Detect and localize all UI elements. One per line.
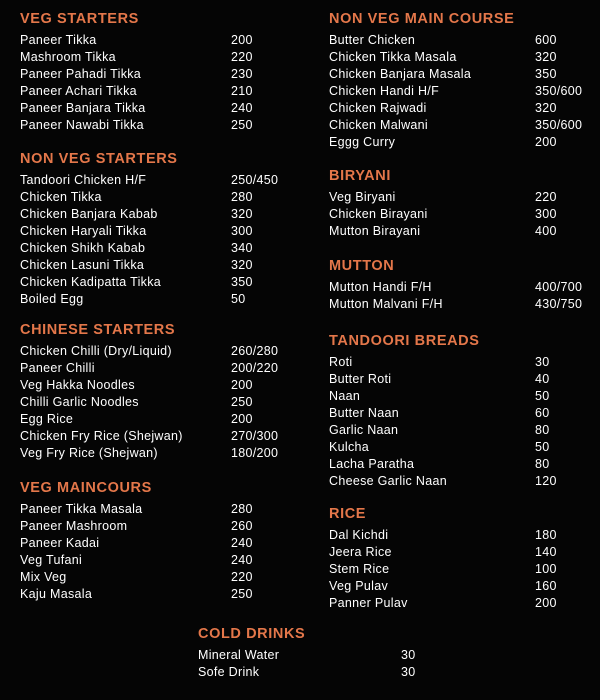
item-price: 260/280 (231, 344, 279, 358)
item-price: 200 (231, 412, 253, 426)
item-price: 340 (231, 241, 253, 255)
item-price: 400 (535, 224, 557, 238)
menu-item (20, 552, 253, 569)
menu-item (329, 117, 583, 134)
item-price: 100 (535, 562, 557, 576)
item-name: Chicken Haryali Tikka (20, 224, 147, 238)
menu-item (329, 561, 557, 578)
item-price: 320 (231, 207, 253, 221)
section-title: BIRYANI (329, 168, 391, 184)
menu-item (20, 518, 253, 535)
item-name: Jeera Rice (329, 545, 392, 559)
menu-item (20, 360, 279, 377)
menu-item (329, 83, 583, 100)
section-non-veg-starters (20, 150, 279, 308)
section-title: NON VEG MAIN COURSE (329, 11, 515, 27)
section-title: MUTTON (329, 258, 395, 274)
menu-item (20, 569, 253, 586)
menu-item (20, 240, 253, 257)
item-name: Chicken Rajwadi (329, 101, 427, 115)
section-title: TANDOORI BREADS (329, 333, 480, 349)
item-price: 180/200 (231, 446, 279, 460)
item-name: Chicken Fry Rice (Shejwan) (20, 429, 183, 443)
item-price: 320 (231, 258, 253, 272)
item-price: 250/450 (231, 173, 279, 187)
item-price: 200/220 (231, 361, 279, 375)
item-name: Chicken Banjara Masala (329, 67, 472, 81)
item-price: 220 (231, 50, 253, 64)
menu-item (20, 172, 279, 189)
item-price: 300 (535, 207, 557, 221)
menu-item (20, 223, 253, 240)
item-price: 50 (535, 389, 550, 403)
menu-item (20, 274, 253, 291)
menu-item (329, 134, 557, 151)
item-name: Chicken Banjara Kabab (20, 207, 158, 221)
item-name: Chicken Kadipatta Tikka (20, 275, 162, 289)
menu-item (198, 647, 416, 664)
item-price: 120 (535, 474, 557, 488)
menu-item (329, 544, 557, 561)
item-name: Veg Fry Rice (Shejwan) (20, 446, 158, 460)
menu-item (20, 377, 253, 394)
menu-item (329, 527, 557, 544)
item-price: 250 (231, 118, 253, 132)
item-name: Dal Kichdi (329, 528, 389, 542)
section-chinese-starters (20, 321, 279, 462)
item-price: 40 (535, 372, 550, 386)
item-name: Butter Roti (329, 372, 392, 386)
item-name: Veg Pulav (329, 579, 388, 593)
item-price: 300 (231, 224, 253, 238)
menu-item (329, 456, 550, 473)
item-price: 350/600 (535, 84, 583, 98)
item-name: Sofe Drink (198, 665, 260, 679)
item-name: Naan (329, 389, 361, 403)
menu-item (20, 535, 253, 552)
menu-item (329, 473, 557, 490)
section-title: NON VEG STARTERS (20, 151, 178, 167)
item-name: Mix Veg (20, 570, 67, 584)
item-name: Chicken Shikh Kabab (20, 241, 146, 255)
menu-item (20, 32, 253, 49)
item-name: Veg Tufani (20, 553, 83, 567)
item-name: Veg Biryani (329, 190, 396, 204)
item-name: Roti (329, 355, 353, 369)
item-price: 30 (401, 648, 416, 662)
item-price: 240 (231, 101, 253, 115)
section-title: COLD DRINKS (198, 626, 306, 642)
item-name: Chicken Malwani (329, 118, 428, 132)
item-price: 80 (535, 423, 550, 437)
menu-item (20, 445, 279, 462)
section-title: VEG STARTERS (20, 11, 139, 27)
menu-item (20, 117, 253, 134)
item-name: Kaju Masala (20, 587, 93, 601)
item-price: 200 (535, 596, 557, 610)
menu-item (329, 100, 557, 117)
menu-item (20, 206, 253, 223)
menu-item (329, 32, 557, 49)
menu-item (329, 296, 583, 313)
menu-item (329, 422, 550, 439)
menu-item (20, 257, 253, 274)
item-name: Tandoori Chicken H/F (20, 173, 147, 187)
item-price: 600 (535, 33, 557, 47)
item-price: 270/300 (231, 429, 279, 443)
item-name: Paneer Chilli (20, 361, 95, 375)
menu-item (329, 371, 550, 388)
item-price: 60 (535, 406, 550, 420)
item-name: Mutton Handi F/H (329, 280, 432, 294)
section-tandoori-breads (329, 332, 557, 490)
item-name: Chicken Birayani (329, 207, 428, 221)
menu-item (20, 428, 279, 445)
item-price: 220 (231, 570, 253, 584)
menu-item (329, 439, 550, 456)
item-price: 180 (535, 528, 557, 542)
menu-item (20, 83, 253, 100)
item-price: 200 (535, 135, 557, 149)
section-non-veg-main-course (329, 10, 583, 151)
item-price: 350 (535, 67, 557, 81)
section-title: RICE (329, 506, 367, 522)
item-name: Mutton Malvani F/H (329, 297, 443, 311)
item-name: Kulcha (329, 440, 370, 454)
item-price: 350/600 (535, 118, 583, 132)
menu-item (20, 100, 253, 117)
item-price: 230 (231, 67, 253, 81)
menu-item (198, 664, 416, 681)
menu-item (20, 189, 253, 206)
item-name: Panner Pulav (329, 596, 408, 610)
menu-item (20, 343, 279, 360)
item-price: 30 (535, 355, 550, 369)
item-price: 30 (401, 665, 416, 679)
menu-item (20, 586, 253, 603)
item-name: Chilli Garlic Noodles (20, 395, 139, 409)
item-name: Chicken Tikka (20, 190, 102, 204)
item-name: Paneer Banjara Tikka (20, 101, 146, 115)
item-price: 200 (231, 378, 253, 392)
item-price: 430/750 (535, 297, 583, 311)
item-name: Mineral Water (198, 648, 280, 662)
menu-item (329, 223, 557, 240)
item-price: 80 (535, 457, 550, 471)
item-name: Paneer Tikka Masala (20, 502, 143, 516)
menu-item (329, 49, 557, 66)
section-rice (329, 505, 557, 612)
item-price: 240 (231, 536, 253, 550)
item-price: 320 (535, 101, 557, 115)
item-name: Paneer Kadai (20, 536, 100, 550)
item-name: Mashroom Tikka (20, 50, 116, 64)
item-price: 250 (231, 395, 253, 409)
item-name: Chicken Chilli (Dry/Liquid) (20, 344, 172, 358)
item-price: 200 (231, 33, 253, 47)
menu-item (329, 405, 550, 422)
item-price: 400/700 (535, 280, 583, 294)
section-mutton (329, 257, 583, 313)
item-name: Garlic Naan (329, 423, 399, 437)
section-veg-maincourse (20, 479, 253, 603)
section-cold-drinks (198, 625, 416, 681)
item-name: Mutton Birayani (329, 224, 421, 238)
menu-item (20, 66, 253, 83)
menu-item (20, 394, 253, 411)
item-name: Lacha Paratha (329, 457, 415, 471)
item-name: Chicken Handi H/F (329, 84, 440, 98)
item-name: Veg Hakka Noodles (20, 378, 135, 392)
menu-item (329, 66, 557, 83)
item-name: Paneer Tikka (20, 33, 97, 47)
item-name: Eggg Curry (329, 135, 396, 149)
menu-item (329, 189, 557, 206)
item-name: Chicken Lasuni Tikka (20, 258, 145, 272)
item-price: 250 (231, 587, 253, 601)
item-name: Paneer Achari Tikka (20, 84, 137, 98)
item-price: 50 (535, 440, 550, 454)
item-name: Chicken Tikka Masala (329, 50, 457, 64)
item-price: 240 (231, 553, 253, 567)
item-price: 320 (535, 50, 557, 64)
menu-item (329, 206, 557, 223)
item-price: 140 (535, 545, 557, 559)
section-title: CHINESE STARTERS (20, 322, 176, 338)
section-title: VEG MAINCOURS (20, 480, 152, 496)
menu-item (329, 279, 583, 296)
item-name: Paneer Pahadi Tikka (20, 67, 142, 81)
item-price: 50 (231, 292, 246, 306)
menu-item (329, 578, 557, 595)
item-price: 210 (231, 84, 253, 98)
item-name: Paneer Mashroom (20, 519, 128, 533)
item-name: Butter Chicken (329, 33, 416, 47)
item-name: Egg Rice (20, 412, 74, 426)
item-price: 280 (231, 190, 253, 204)
item-name: Stem Rice (329, 562, 390, 576)
section-biryani (329, 167, 557, 240)
item-name: Boiled Egg (20, 292, 84, 306)
item-price: 220 (535, 190, 557, 204)
menu-item (20, 501, 253, 518)
item-name: Cheese Garlic Naan (329, 474, 447, 488)
menu-item (20, 291, 246, 308)
menu-item (20, 411, 253, 428)
item-price: 350 (231, 275, 253, 289)
item-name: Butter Naan (329, 406, 400, 420)
menu-item (329, 354, 550, 371)
item-name: Paneer Nawabi Tikka (20, 118, 144, 132)
menu-item (329, 388, 550, 405)
section-veg-starters (20, 10, 253, 134)
item-price: 280 (231, 502, 253, 516)
menu-item (329, 595, 557, 612)
item-price: 260 (231, 519, 253, 533)
item-price: 160 (535, 579, 557, 593)
menu-item (20, 49, 253, 66)
